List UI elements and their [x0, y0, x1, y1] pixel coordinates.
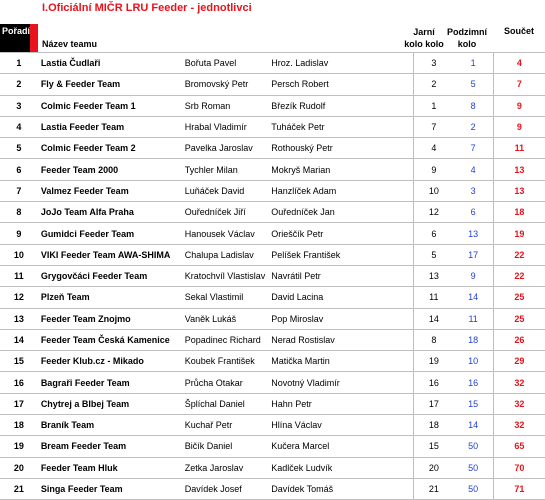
cell-pos: 10 [0, 244, 38, 265]
cell-spring: 21 [414, 478, 454, 499]
cell-spring: 15 [414, 436, 454, 457]
table-row [0, 138, 545, 159]
cell-autumn: 18 [453, 329, 493, 350]
cell-pos: 11 [0, 265, 38, 286]
cell-m1: Davídek Josef [182, 478, 269, 499]
cell-team: Feeder Team 2000 [38, 159, 182, 180]
cell-m2: Ouředníček Jan [268, 202, 413, 223]
cell-team: VIKI Feeder Team AWA-SHIMA [38, 244, 182, 265]
cell-m2: Hanzlíček Adam [268, 180, 413, 201]
cell-spring: 13 [414, 265, 454, 286]
table-row [0, 202, 545, 223]
cell-pos: 5 [0, 138, 38, 159]
cell-m1: Srb Roman [182, 95, 269, 116]
cell-m1: Kratochvíl Vlastislav [182, 265, 269, 286]
cell-pos: 9 [0, 223, 38, 244]
position-header: Pořadí [0, 24, 30, 52]
cell-m2: Březík Rudolf [268, 95, 413, 116]
cell-sum: 9 [493, 95, 545, 116]
results-table [0, 52, 545, 500]
cell-m1: Pavelka Jaroslav [182, 138, 269, 159]
cell-sum: 29 [493, 351, 545, 372]
cell-autumn: 6 [453, 202, 493, 223]
table-row [0, 287, 545, 308]
cell-spring: 4 [414, 138, 454, 159]
table-row [0, 53, 545, 74]
cell-team: Chytrej a Blbej Team [38, 393, 182, 414]
table-row [0, 393, 545, 414]
results-body [0, 53, 545, 500]
cell-spring: 10 [414, 180, 454, 201]
cell-pos: 17 [0, 393, 38, 414]
cell-sum: 71 [493, 478, 545, 499]
cell-m1: Popadinec Richard [182, 329, 269, 350]
cell-team: Feeder Team Znojmo [38, 308, 182, 329]
cell-pos: 15 [0, 351, 38, 372]
cell-m2: Hahn Petr [268, 393, 413, 414]
cell-spring: 6 [414, 223, 454, 244]
cell-spring: 2 [414, 74, 454, 95]
cell-autumn: 3 [453, 180, 493, 201]
cell-sum: 26 [493, 329, 545, 350]
sum-header: Součet [503, 26, 534, 36]
cell-sum: 19 [493, 223, 545, 244]
cell-sum: 4 [493, 53, 545, 74]
cell-m1: Vaněk Lukáš [182, 308, 269, 329]
table-row [0, 351, 545, 372]
header-accent-bar [30, 24, 38, 52]
cell-m1: Bičík Daniel [182, 436, 269, 457]
cell-sum: 70 [493, 457, 545, 478]
autumn-round-header: Podzimní kolo [447, 27, 487, 49]
cell-autumn: 7 [453, 138, 493, 159]
cell-pos: 4 [0, 116, 38, 137]
table-row [0, 478, 545, 499]
cell-team: Feeder Team Hluk [38, 457, 182, 478]
table-row [0, 308, 545, 329]
table-row [0, 265, 545, 286]
cell-m1: Luňáček David [182, 180, 269, 201]
cell-autumn: 14 [453, 287, 493, 308]
cell-m1: Šplíchal Daniel [182, 393, 269, 414]
cell-sum: 13 [493, 180, 545, 201]
table-row [0, 180, 545, 201]
cell-spring: 9 [414, 159, 454, 180]
cell-pos: 21 [0, 478, 38, 499]
cell-autumn: 9 [453, 265, 493, 286]
cell-m1: Sekal Vlastimil [182, 287, 269, 308]
cell-m2: Nerad Rostislav [268, 329, 413, 350]
cell-spring: 7 [414, 116, 454, 137]
table-row [0, 95, 545, 116]
table-row [0, 372, 545, 393]
cell-team: Bagraři Feeder Team [38, 372, 182, 393]
cell-m2: Matička Martin [268, 351, 413, 372]
cell-spring: 12 [414, 202, 454, 223]
cell-team: Fly & Feeder Team [38, 74, 182, 95]
cell-m2: Pop Miroslav [268, 308, 413, 329]
cell-m2: Kučera Marcel [268, 436, 413, 457]
cell-m2: Davídek Tomáš [268, 478, 413, 499]
cell-spring: 20 [414, 457, 454, 478]
cell-team: Lastia Čudlaři [38, 53, 182, 74]
cell-pos: 8 [0, 202, 38, 223]
cell-sum: 32 [493, 372, 545, 393]
cell-pos: 12 [0, 287, 38, 308]
cell-m2: Persch Robert [268, 74, 413, 95]
cell-team: Gumidci Feeder Team [38, 223, 182, 244]
cell-autumn: 17 [453, 244, 493, 265]
cell-m2: Hlína Václav [268, 415, 413, 436]
cell-sum: 22 [493, 244, 545, 265]
cell-sum: 32 [493, 415, 545, 436]
cell-m2: David Lacina [268, 287, 413, 308]
cell-m1: Bromovský Petr [182, 74, 269, 95]
cell-pos: 1 [0, 53, 38, 74]
cell-m1: Zetka Jaroslav [182, 457, 269, 478]
page-title: I.Oficiální MIČR LRU Feeder - jednotlivci [42, 2, 252, 14]
cell-m1: Kuchař Petr [182, 415, 269, 436]
cell-team: JoJo Team Alfa Praha [38, 202, 182, 223]
cell-m1: Ouředníček Jiří [182, 202, 269, 223]
cell-autumn: 50 [453, 457, 493, 478]
cell-sum: 18 [493, 202, 545, 223]
cell-sum: 65 [493, 436, 545, 457]
team-header: Název teamu [42, 39, 98, 49]
cell-m1: Hanousek Václav [182, 223, 269, 244]
cell-spring: 14 [414, 308, 454, 329]
cell-m2: Kadlček Ludvík [268, 457, 413, 478]
cell-team: Colmic Feeder Team 2 [38, 138, 182, 159]
cell-sum: 9 [493, 116, 545, 137]
cell-autumn: 10 [453, 351, 493, 372]
cell-pos: 13 [0, 308, 38, 329]
cell-spring: 1 [414, 95, 454, 116]
cell-m2: Rothouský Petr [268, 138, 413, 159]
cell-m1: Koubek František [182, 351, 269, 372]
cell-m1: Hrabal Vladimír [182, 116, 269, 137]
cell-team: Colmic Feeder Team 1 [38, 95, 182, 116]
cell-autumn: 4 [453, 159, 493, 180]
table-row [0, 415, 545, 436]
cell-autumn: 13 [453, 223, 493, 244]
cell-autumn: 11 [453, 308, 493, 329]
cell-autumn: 15 [453, 393, 493, 414]
cell-m2: Tuháček Petr [268, 116, 413, 137]
cell-team: Valmez Feeder Team [38, 180, 182, 201]
cell-autumn: 2 [453, 116, 493, 137]
cell-m2: Mokryš Marian [268, 159, 413, 180]
cell-autumn: 16 [453, 372, 493, 393]
cell-sum: 25 [493, 287, 545, 308]
table-row [0, 74, 545, 95]
cell-sum: 22 [493, 265, 545, 286]
cell-autumn: 5 [453, 74, 493, 95]
cell-team: Feeder Team Česká Kamenice [38, 329, 182, 350]
table-row [0, 329, 545, 350]
cell-team: Bream Feeder Team [38, 436, 182, 457]
cell-spring: 5 [414, 244, 454, 265]
table-row [0, 116, 545, 137]
cell-spring: 8 [414, 329, 454, 350]
cell-m1: Průcha Otakar [182, 372, 269, 393]
cell-team: Braník Team [38, 415, 182, 436]
cell-team: Lastia Feeder Team [38, 116, 182, 137]
cell-spring: 19 [414, 351, 454, 372]
cell-pos: 6 [0, 159, 38, 180]
cell-m2: Hroz. Ladislav [268, 53, 413, 74]
cell-pos: 18 [0, 415, 38, 436]
cell-autumn: 14 [453, 415, 493, 436]
table-row [0, 457, 545, 478]
cell-autumn: 1 [453, 53, 493, 74]
cell-m2: Orieščík Petr [268, 223, 413, 244]
cell-m1: Tychler Milan [182, 159, 269, 180]
cell-team: Feeder Klub.cz - Mikado [38, 351, 182, 372]
cell-spring: 17 [414, 393, 454, 414]
cell-sum: 13 [493, 159, 545, 180]
cell-pos: 7 [0, 180, 38, 201]
cell-m1: Chalupa Ladislav [182, 244, 269, 265]
cell-pos: 16 [0, 372, 38, 393]
cell-m2: Pelíšek František [268, 244, 413, 265]
title-row [0, 0, 545, 24]
cell-sum: 25 [493, 308, 545, 329]
cell-spring: 3 [414, 53, 454, 74]
cell-m2: Navrátil Petr [268, 265, 413, 286]
cell-m1: Bořuta Pavel [182, 53, 269, 74]
cell-autumn: 50 [453, 436, 493, 457]
cell-sum: 11 [493, 138, 545, 159]
cell-pos: 2 [0, 74, 38, 95]
cell-autumn: 8 [453, 95, 493, 116]
cell-pos: 14 [0, 329, 38, 350]
cell-team: Grygovčáci Feeder Team [38, 265, 182, 286]
cell-pos: 20 [0, 457, 38, 478]
cell-autumn: 50 [453, 478, 493, 499]
cell-pos: 19 [0, 436, 38, 457]
table-row [0, 159, 545, 180]
cell-spring: 18 [414, 415, 454, 436]
cell-spring: 16 [414, 372, 454, 393]
cell-pos: 3 [0, 95, 38, 116]
cell-sum: 7 [493, 74, 545, 95]
cell-spring: 11 [414, 287, 454, 308]
table-row [0, 244, 545, 265]
title-spacer [0, 0, 38, 24]
table-row [0, 436, 545, 457]
cell-team: Singa Feeder Team [38, 478, 182, 499]
cell-m2: Novotný Vladimír [268, 372, 413, 393]
cell-team: Plzeň Team [38, 287, 182, 308]
table-row [0, 223, 545, 244]
cell-sum: 32 [493, 393, 545, 414]
spring-round-header: Jarní kolo kolo [404, 27, 444, 49]
